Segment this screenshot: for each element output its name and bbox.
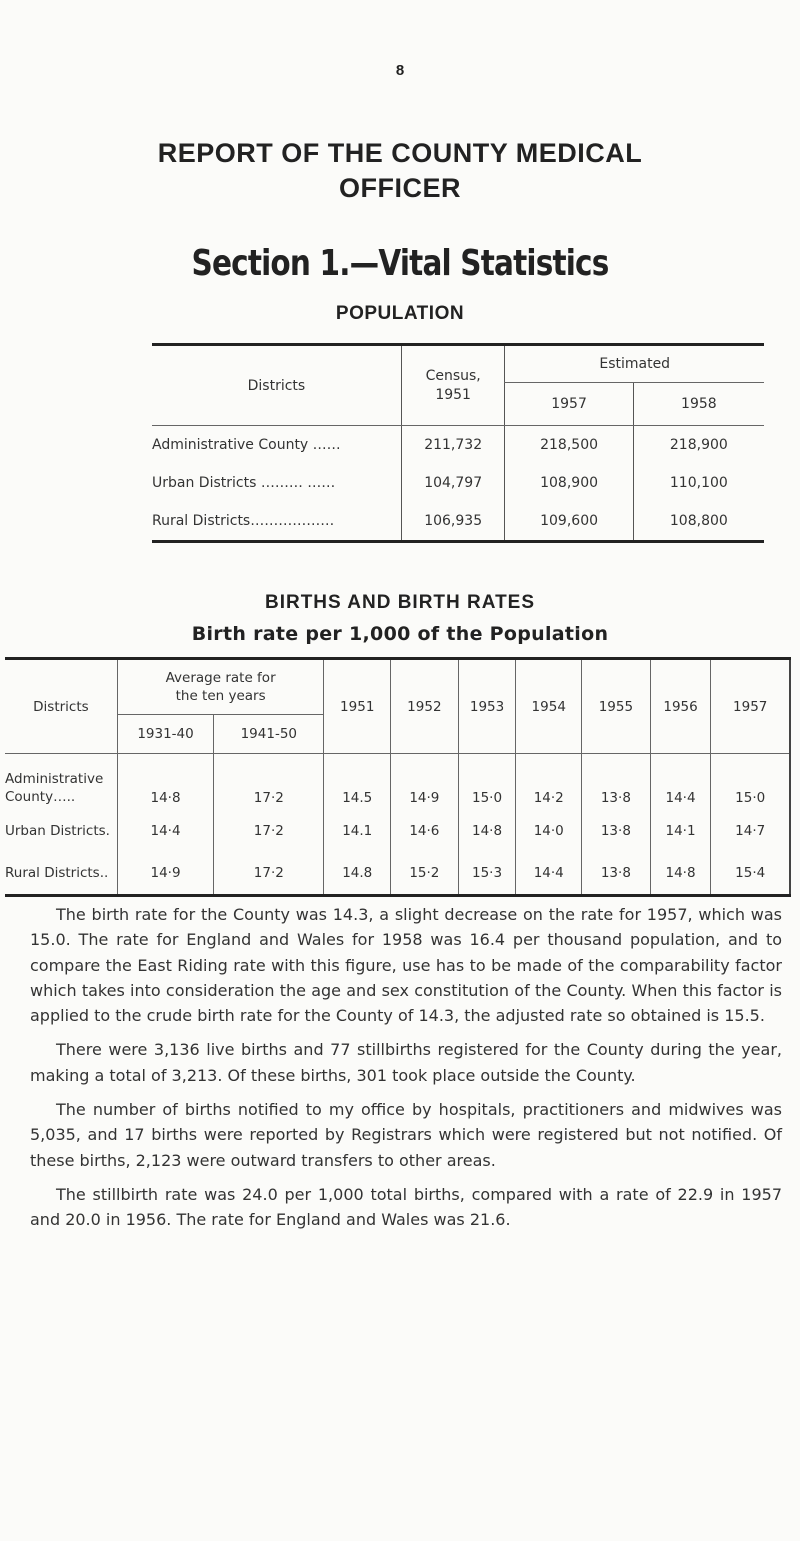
section-heading: Section 1.—Vital Statistics [191, 243, 609, 284]
birth-cell: 15·0 [711, 754, 790, 810]
birth-cell: 14·1 [650, 810, 711, 852]
page-number: 8 [395, 62, 405, 79]
birth-cell: 14·8 [117, 754, 213, 810]
birth-cell: 14·2 [516, 754, 582, 810]
birth-cell: 14·9 [117, 852, 213, 896]
birth-col-year: 1953 [458, 659, 516, 754]
pop-col-estimated: Estimated [505, 345, 764, 383]
birth-cell: 15·4 [711, 852, 790, 896]
pop-row-1958: 108,800 [633, 502, 764, 542]
birth-cell: 14·4 [650, 754, 711, 810]
birth-cell: 17·2 [214, 754, 324, 810]
birth-cell: 17·2 [214, 852, 324, 896]
birth-row-district: Urban Districts. [5, 822, 110, 839]
paragraph: There were 3,136 live births and 77 stillbirths registered for the County during the year, making a total of 3,213. Of these births, 301 took place outside the County. [30, 1040, 782, 1085]
pop-row-census: 104,797 [401, 464, 505, 502]
pop-row-census: 106,935 [401, 502, 505, 542]
pop-col-1958: 1958 [633, 383, 764, 426]
birth-cell: 14·0 [516, 810, 582, 852]
birth-col-year: 1951 [324, 659, 391, 754]
body-text [30, 902, 782, 1242]
births-subheading: Birth rate per 1,000 of the Population [191, 623, 609, 645]
birth-cell: 14·8 [458, 810, 516, 852]
birth-cell: 14.1 [324, 810, 391, 852]
birth-cell: 15·3 [458, 852, 516, 896]
paragraph: The number of births notified to my office by hospitals, practitioners and midwives was 5,035, and 17 births were reported by Registrars which were registered but not notified. Of these births, 2,123 were outward transfers to other areas. [30, 1100, 782, 1170]
birth-col-year: 1955 [582, 659, 651, 754]
birth-cell: 13·8 [582, 810, 651, 852]
report-title-line2: OFFICER [339, 173, 461, 203]
pop-col-districts: Districts [152, 345, 401, 426]
birth-row-district: Rural Districts.. [5, 864, 109, 881]
birth-cell: 14.8 [324, 852, 391, 896]
birth-cell: 17·2 [214, 810, 324, 852]
birth-row-district: Administrative County….. [5, 770, 104, 805]
birth-col-1931-40: 1931-40 [117, 715, 213, 754]
birth-rate-table [5, 657, 791, 897]
pop-row-1957: 218,500 [505, 426, 633, 465]
birth-cell: 14·7 [711, 810, 790, 852]
pop-row-district: Rural Districts……………… [152, 513, 335, 529]
birth-cell: 14·9 [391, 754, 459, 810]
birth-col-year: 1954 [516, 659, 582, 754]
birth-col-1941-50: 1941-50 [214, 715, 324, 754]
pop-col-1957: 1957 [505, 383, 633, 426]
pop-row-1957: 108,900 [505, 464, 633, 502]
report-title-line1: REPORT OF THE COUNTY MEDICAL [157, 138, 643, 168]
birth-col-districts: Districts [5, 659, 117, 754]
birth-col-average: Average rate for the ten years [117, 659, 324, 715]
birth-cell: 14·4 [117, 810, 213, 852]
pop-row-district: Urban Districts ……… …… [152, 475, 336, 491]
pop-row-1958: 110,100 [633, 464, 764, 502]
birth-cell: 14.5 [324, 754, 391, 810]
birth-cell: 14·6 [391, 810, 459, 852]
paragraph: The birth rate for the County was 14.3, a slight decrease on the rate for 1957, which was 15.0. The rate for England and Wales for 1958 was 16.4 per thousand population, and to compare the East Riding rate with this figure, use has to be made of the comparability factor which takes into consideration the age and sex constitution of the County. When this factor is applied to the crude birth rate for the County of 14.3, the adjusted rate so obtained is 15.5. [30, 905, 782, 1026]
birth-col-year: 1952 [391, 659, 459, 754]
birth-cell: 14·4 [516, 852, 582, 896]
birth-cell: 15·0 [458, 754, 516, 810]
pop-row-district: Administrative County …… [152, 437, 341, 453]
birth-cell: 13·8 [582, 852, 651, 896]
pop-col-census: Census, 1951 [401, 345, 505, 426]
pop-row-census: 211,732 [401, 426, 505, 465]
births-heading: BIRTHS AND BIRTH RATES [264, 592, 536, 613]
paragraph: The stillbirth rate was 24.0 per 1,000 total births, compared with a rate of 22.9 in 1957 and 20.0 in 1956. The rate for England and Wales was 21.6. [30, 1184, 782, 1230]
pop-row-1957: 109,600 [505, 502, 633, 542]
pop-row-1958: 218,900 [633, 426, 764, 465]
population-table [152, 343, 764, 543]
population-heading: POPULATION [335, 303, 465, 324]
birth-cell: 15·2 [391, 852, 459, 896]
birth-cell: 14·8 [650, 852, 711, 896]
birth-col-year: 1956 [650, 659, 711, 754]
birth-cell: 13·8 [582, 754, 651, 810]
birth-col-year: 1957 [711, 659, 790, 754]
